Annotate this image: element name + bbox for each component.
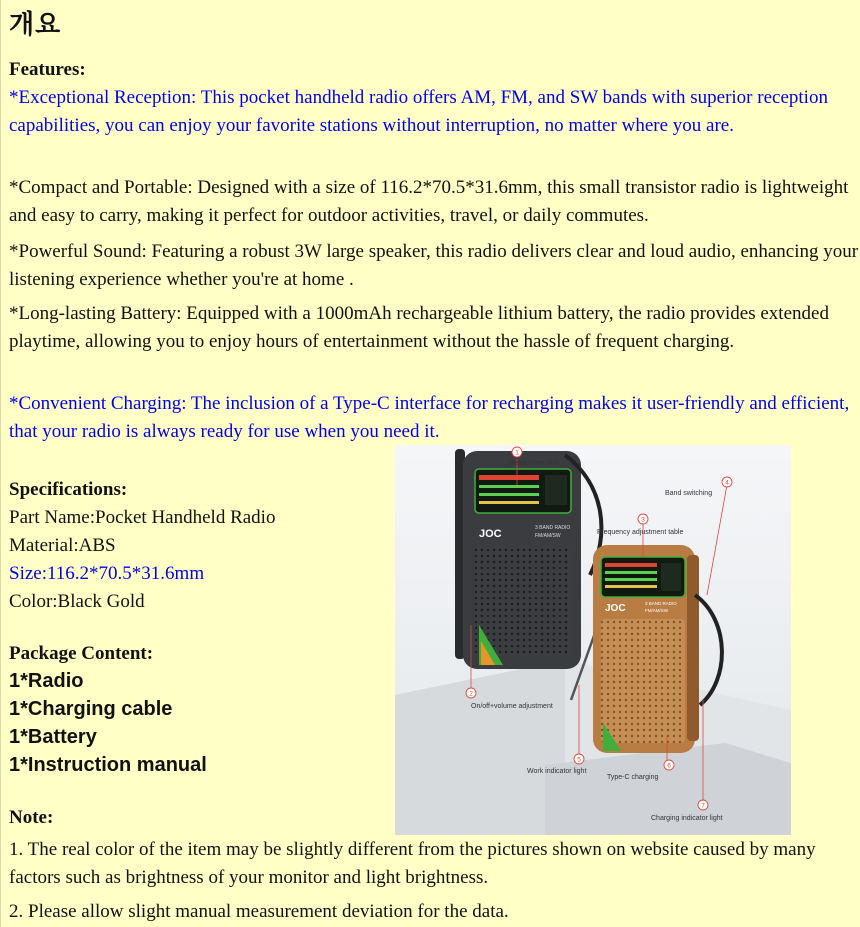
feature-item-reception: *Exceptional Reception: This pocket handheld radio offers AM, FM, and SW bands with superior reception capabilities, you can enjoy your favorite stations without interruption, no matter where you are.	[9, 87, 828, 136]
spec-material: Material:ABS	[9, 535, 116, 556]
package-item-radio: 1*Radio	[9, 670, 84, 692]
callout-num-4: 4	[725, 479, 729, 487]
note-item-color: 1. The real color of the item may be slightly different from the pictures shown on website caused by many factors such as brightness of your monitor and light brightness.	[9, 839, 816, 888]
callout-num-1: 1	[515, 449, 519, 457]
callout-label-onoff: On/off+volume adjustment	[471, 703, 553, 710]
package-title: Package Content:	[9, 643, 154, 664]
note-item-measurement: 2. Please allow slight manual measurement deviation for the data.	[9, 901, 509, 922]
callout-label-headphone: Headphone jack	[509, 460, 560, 467]
feature-item-sound: *Powerful Sound: Featuring a robust 3W large speaker, this radio delivers clear and loud audio, enhancing your listening experience whether you're at home .	[9, 241, 859, 290]
callout-num-7: 7	[701, 802, 705, 810]
product-photo	[395, 445, 791, 835]
specs-title: Specifications:	[9, 479, 128, 500]
callout-num-6: 6	[667, 762, 671, 770]
black-radio-band-sub: FM/AM/SW	[535, 533, 561, 539]
features-title: Features:	[9, 59, 86, 80]
callout-label-work-light: Work indicator light	[527, 768, 587, 775]
callout-label-band: Band switching	[665, 490, 713, 497]
feature-item-charging: *Convenient Charging: The inclusion of a Type-C interface for recharging makes it user-friendly and efficient, that your radio is always ready for use when you need it.	[9, 393, 850, 442]
spec-color: Color:Black Gold	[9, 591, 145, 612]
feature-item-compact: *Compact and Portable: Designed with a size of 116.2*70.5*31.6mm, this small transistor radio is lightweight and easy to carry, making it perfect for outdoor activities, travel, or daily commutes.	[9, 177, 849, 226]
black-radio-band-text: 3 BAND RADIO	[535, 525, 571, 531]
package-item-battery: 1*Battery	[9, 726, 97, 748]
package-item-cable: 1*Charging cable	[9, 698, 173, 720]
callout-label-frequency: Frequency adjustment table	[597, 529, 684, 536]
callout-num-5: 5	[577, 756, 581, 764]
spec-size: Size:116.2*70.5*31.6mm	[9, 563, 205, 584]
spec-part-name: Part Name:Pocket Handheld Radio	[9, 507, 276, 528]
black-radio-brand: JOC	[479, 528, 502, 540]
callout-label-charging-light: Charging indicator light	[651, 815, 723, 822]
gold-radio-band-text: 3 BAND RADIO	[645, 601, 677, 606]
black-radio-graphic	[455, 449, 581, 669]
gold-radio-brand: JOC	[605, 603, 626, 614]
note-title: Note:	[9, 807, 54, 828]
gold-radio-band-sub: FM/AM/SW	[645, 608, 668, 613]
callout-label-typec: Type-C charging	[607, 774, 659, 781]
callout-num-2: 2	[469, 690, 473, 698]
package-item-manual: 1*Instruction manual	[9, 754, 207, 776]
gold-radio-graphic	[593, 545, 699, 753]
callout-num-3: 3	[641, 516, 645, 524]
page-heading: 개요	[9, 10, 62, 40]
feature-item-battery: *Long-lasting Battery: Equipped with a 1000mAh rechargeable lithium battery, the radio provides extended playtime, allowing you to enjoy hours of entertainment without the hassle of frequent charging.	[9, 303, 829, 352]
